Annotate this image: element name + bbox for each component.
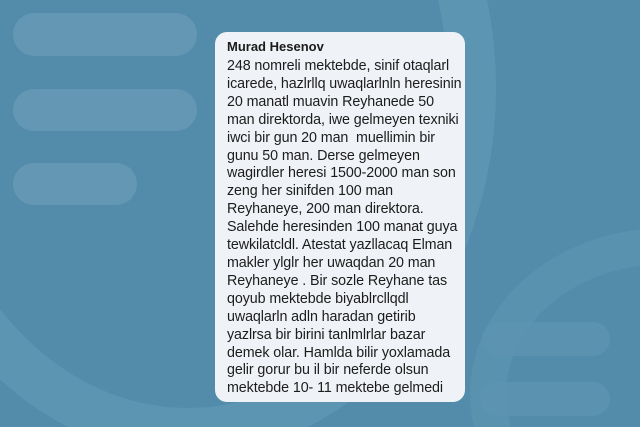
message-line: Salehde heresinden 100 manat guya [227,219,458,236]
sender-name[interactable]: Murad Hesenov [227,39,324,54]
message-line: Reyhaneye . Bir sozle Reyhane tas [227,272,448,289]
message-line: mektebde 10- 11 mektebe gelmedi [227,380,443,397]
message-line: Reyhaneye, 200 man direktora. [227,201,424,218]
message-line: demek olar. Hamlda bilir yoxlamada [227,344,451,361]
message-line: gunu 50 man. Derse gelmeyen [227,147,420,164]
message-line: uwaqlarln adln haradan getirib [227,308,416,325]
message-bubble[interactable] [215,32,465,402]
message-line: qoyub mektebde biyablrcllqdl [227,290,409,307]
message-line: gelir gorur bu il bir neferde olsun [227,362,429,379]
message-line: wagirdler heresi 1500-2000 man son [227,165,456,182]
message-line: icarede, hazlrllq uwaqlarlnln heresinin [227,75,462,92]
message-line: yazlrsa bir birini tanlmlrlar bazar [227,326,426,343]
message-line: 248 nomreli mektebde, sinif otaqlarl [227,58,450,74]
background-pill [482,322,610,356]
message-line: tewkilatcldl. Atestat yazllacaq Elman [227,237,453,254]
message-line: iwci bir gun 20 man muellimin bir [227,129,435,146]
message-line: makler ylglr her uwaqdan 20 man [227,254,436,271]
message-line: man direktorda, iwe gelmeyen texniki [227,111,459,128]
background-pill [480,382,610,416]
message-line: 20 manatl muavin Reyhanede 50 [227,93,434,110]
message-text [227,58,462,398]
message-line: zeng her sinifden 100 man [227,183,393,200]
